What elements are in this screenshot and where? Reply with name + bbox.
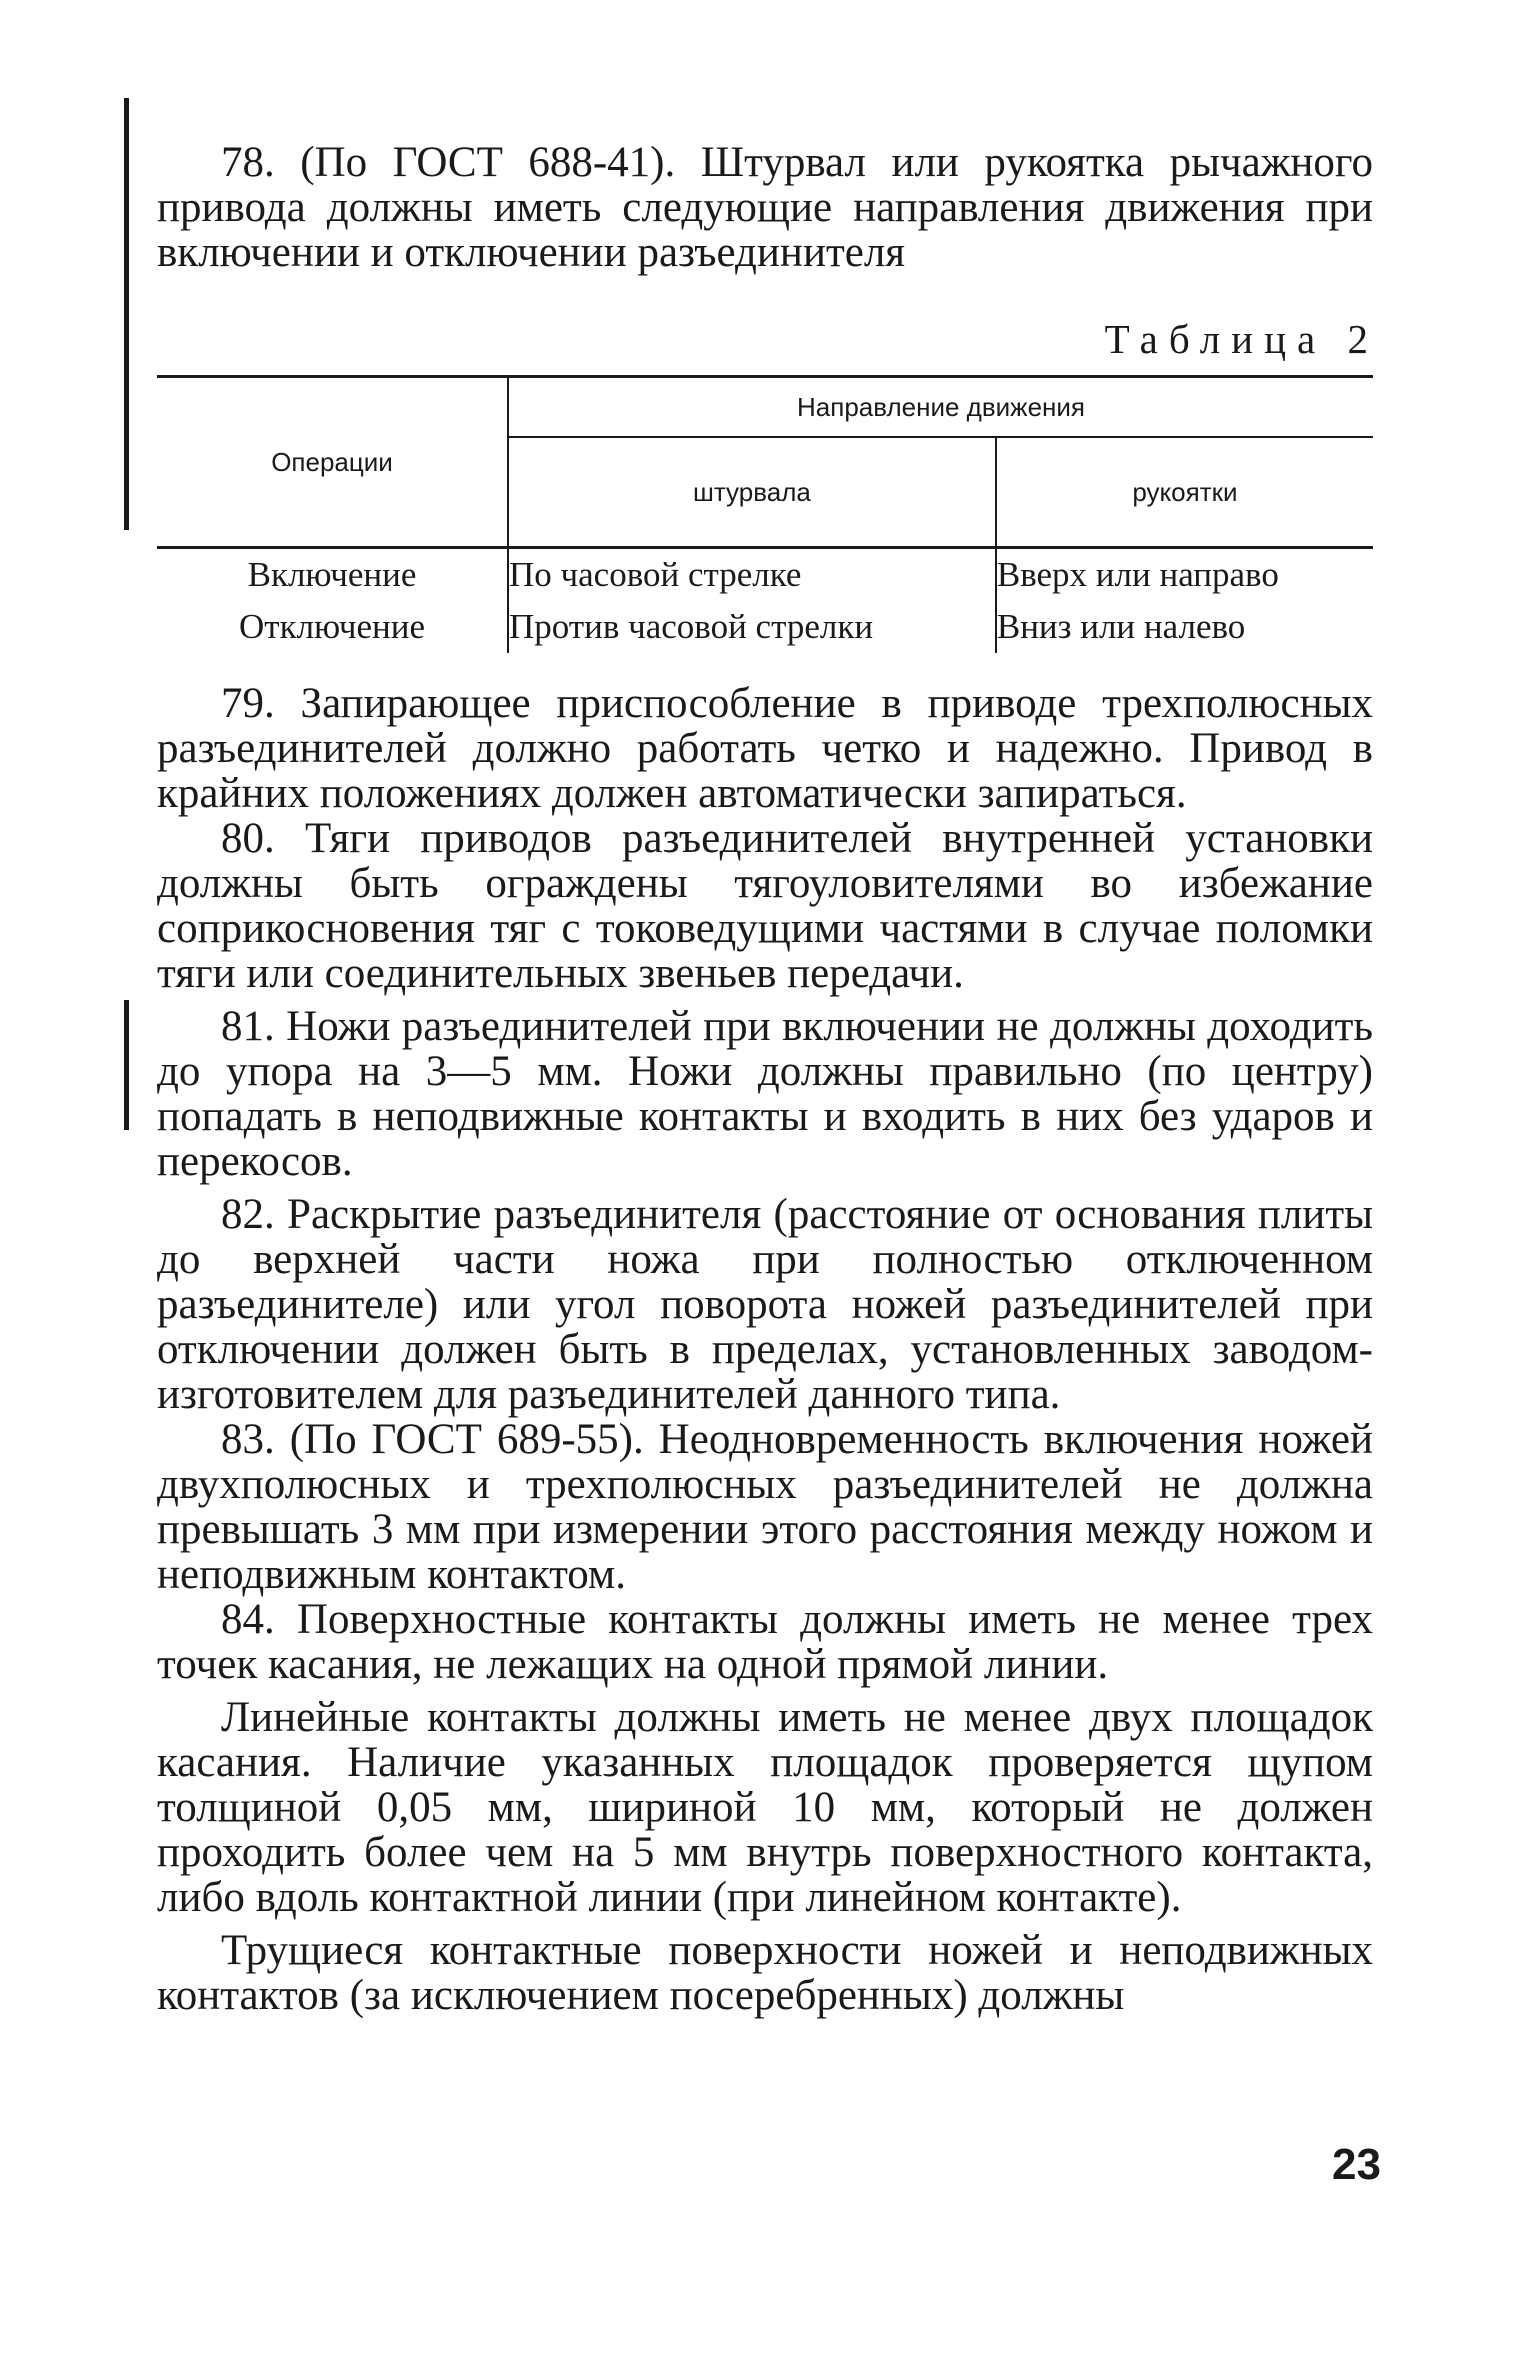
paragraph-83: 83. (По ГОСТ 689-55). Неодновременность включения ножей двухполюсных и трехполюсных разъединителей не должна превышать 3 мм при измерении этого расстояния между ножом и неподвижным контактом.	[157, 1416, 1373, 1598]
header-direction: Направление движения	[508, 377, 1373, 438]
cell-handle: Вверх или направо	[996, 548, 1373, 602]
cell-handle: Вниз или налево	[996, 601, 1373, 653]
paragraph-81: 81. Ножи разъединителей при включении не должны доходить до упора на 3—5 мм. Ножи должны правильно (по центру) попадать в неподвижные контакты и входить в них без ударов и перекосов.	[157, 1003, 1373, 1185]
paragraph-80: 80. Тяги приводов разъединителей внутренней установки должны быть ограждены тягоуловителями во избежание соприкосновения тяг с токоведущими частями в случае поломки тяги или соединительных звеньев передачи.	[157, 815, 1373, 997]
paragraph-84-friction: Трущиеся контактные поверхности ножей и неподвижных контактов (за исключением посеребренных) должны	[157, 1927, 1373, 2019]
paragraph-79: 79. Запирающее приспособление в приводе трехполюсных разъединителей должно работать четко и надежно. Привод в крайних положениях должен автоматически запираться.	[157, 680, 1373, 817]
paragraph-84-linear: Линейные контакты должны иметь не менее двух площадок касания. Наличие указанных площадок проверяется щупом толщиной 0,05 мм, шириной 10 мм, который не должен проходить более чем на 5 мм внутрь поверхностного контакта, либо вдоль контактной линии (при линейном контакте).	[157, 1694, 1373, 1921]
margin-change-bar-top	[124, 98, 129, 530]
direction-table	[157, 375, 1373, 653]
paragraph-82: 82. Раскрытие разъединителя (расстояние от основания плиты до верхней части ножа при полностью отключенном разъединителе) или угол поворота ножей разъединителей при отключении должен быть в пределах, установленных заводом-изготовителем для разъединителей данного типа.	[157, 1191, 1373, 1418]
cell-wheel: По часовой стрелке	[508, 548, 996, 602]
header-operations: Операции	[157, 377, 508, 548]
table-caption: Таблица 2	[1104, 316, 1379, 362]
table-row	[157, 601, 1373, 653]
cell-operation: Включение	[247, 555, 417, 594]
document-page	[157, 139, 1379, 2019]
header-wheel: штурвала	[508, 437, 996, 548]
paragraph-84: 84. Поверхностные контакты должны иметь не менее трех точек касания, не лежащих на одной прямой линии.	[157, 1596, 1373, 1688]
page-number: 23	[1332, 2140, 1381, 2189]
cell-wheel: Против часовой стрелки	[508, 601, 996, 653]
margin-change-bar-bottom	[124, 1000, 129, 1130]
cell-operation: Отключение	[239, 607, 425, 646]
header-handle: рукоятки	[996, 437, 1373, 548]
table-row	[157, 548, 1373, 602]
paragraph-78: 78. (По ГОСТ 688-41). Штурвал или рукоятка рычажного привода должны иметь следующие направления движения при включении и отключении разъединителя	[157, 139, 1373, 276]
